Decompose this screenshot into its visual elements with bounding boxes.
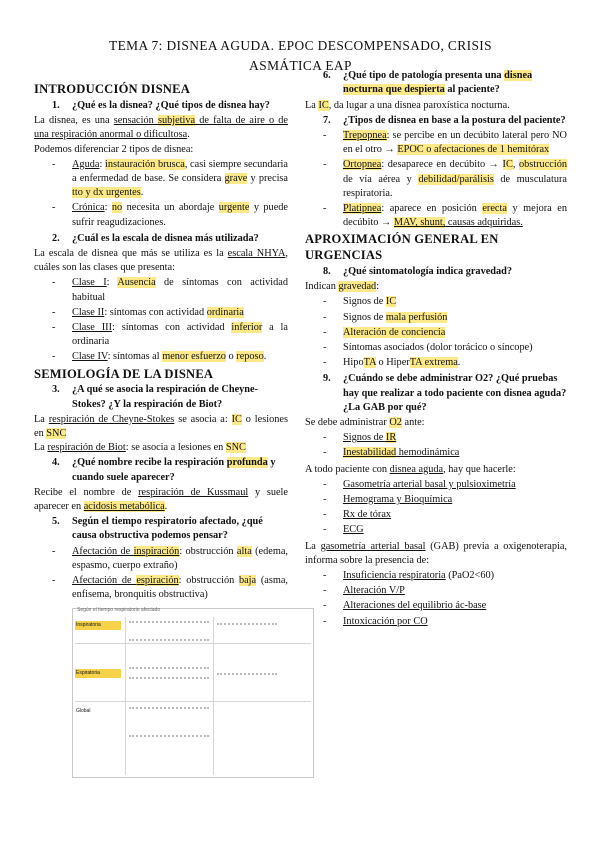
left-column bbox=[34, 80, 288, 778]
list-pruebas bbox=[319, 478, 567, 538]
list-item: - Afectación de inspiración: obstrucción alta (edema, espasmo, cuerpo extraño) bbox=[48, 545, 288, 573]
list-clases bbox=[48, 276, 288, 364]
list-item: - Rx de tórax bbox=[319, 508, 567, 522]
paragraph-kussmaul: Recibe el nombre de respiración de Kussmaul y suele aparecer en acidosis metabólica. bbox=[34, 486, 288, 512]
question-8: 8. ¿Qué sintomatología indica gravedad? bbox=[323, 265, 513, 277]
list-item: - Hemograma y Bioquímica bbox=[319, 493, 567, 507]
figure-row-label: Inspiratoria bbox=[75, 621, 121, 630]
list-item: - Crónica: no necesita un abordaje urgente y puede sufrir reagudizaciones. bbox=[48, 201, 288, 229]
list-item: - Síntomas asociados (dolor torácico o síncope) bbox=[319, 341, 567, 355]
paragraph-cheyne: La respiración de Cheyne-Stokes se asocia a: IC o lesiones en SNC bbox=[34, 413, 288, 439]
list-item: - Alteraciones del equilibrio ác-base bbox=[319, 599, 567, 613]
list-item: - Clase II: síntomas con actividad ordinaria bbox=[48, 306, 288, 320]
list-item: - Insuficiencia respiratoria (PaO2<60) bbox=[319, 569, 567, 583]
list-item: - Aguda: instauración brusca, casi siempre secundaria a enfermedad de base. Se considera grave y precisa tto y dx urgentes. bbox=[48, 158, 288, 201]
question-9: 9. ¿Cuándo se debe administrar O2? ¿Qué pruebas hay que realizar a todo paciente con disnea aguda? ¿La GAB por qué? bbox=[323, 373, 567, 413]
list-item: - Afectación de espiración: obstrucción baja (asma, enfisema, bronquitis obstructiva) bbox=[48, 574, 288, 602]
list-item: - Inestabilidad hemodinámica bbox=[319, 446, 567, 460]
list-item: - HipoTA o HiperTA extrema. bbox=[319, 356, 567, 370]
heading-aproximacion: APROXIMACIÓN GENERAL EN URGENCIAS bbox=[305, 232, 499, 263]
paragraph-definicion: La disnea, es una sensación subjetiva de falta de aire o de una respiración anormal o dificultosa. bbox=[34, 115, 288, 141]
list-item: - Clase I: Ausencia de síntomas con actividad habitual bbox=[48, 276, 288, 304]
paragraph-o2: Se debe administrar O2 ante: bbox=[305, 416, 425, 428]
question-1: 1. ¿Qué es la disnea? ¿Qué tipos de disnea hay? bbox=[52, 99, 270, 111]
list-item: - Signos de IR bbox=[319, 431, 567, 445]
figure-row-label: Espiratoria bbox=[75, 669, 121, 678]
list-item: - Gasometría arterial basal y pulsioximetría bbox=[319, 478, 567, 492]
paragraph-pruebas: A todo paciente con disnea aguda, hay que hacerle: bbox=[305, 463, 516, 475]
list-item: - ECG bbox=[319, 523, 567, 537]
list-item: - Alteración V/P bbox=[319, 584, 567, 598]
list-gab bbox=[319, 569, 567, 629]
list-gravedad bbox=[319, 295, 567, 370]
list-obstruccion bbox=[48, 545, 288, 603]
paragraph-biot: La respiración de Biot: se asocia a lesiones en SNC bbox=[34, 442, 246, 454]
list-item: - Ortopnea: desaparece en decúbito → IC, obstrucción de vía aérea y debilidad/parálisis de musculatura respiratoria. bbox=[319, 158, 567, 201]
question-5: 5. Según el tiempo respiratorio afectado, ¿qué causa obstructiva podemos pensar? bbox=[52, 516, 263, 542]
list-postura bbox=[319, 129, 567, 230]
question-3: 3. ¿A qué se asocia la respiración de Cheyne-Stokes? ¿Y la respiración de Biot? bbox=[52, 384, 259, 410]
list-item: - Alteración de conciencia bbox=[319, 326, 567, 340]
paragraph-gab: La gasometría arterial basal (GAB) previa a oxigenoterapia, informa sobre la presencia de: bbox=[305, 540, 568, 566]
heading-semiologia: SEMIOLOGÍA DE LA DISNEA bbox=[34, 366, 214, 381]
right-column bbox=[305, 68, 567, 778]
figure-caption: Según el tiempo respiratorio afectado bbox=[77, 607, 161, 614]
list-o2 bbox=[319, 431, 567, 460]
paragraph-gravedad: Indican gravedad: bbox=[305, 281, 380, 293]
list-item: - Signos de IC bbox=[319, 295, 567, 309]
question-4: 4. ¿Qué nombre recibe la respiración profunda y cuando suele aparecer? bbox=[52, 457, 276, 483]
list-item: - Clase III: síntomas con actividad inferior a la ordinaria bbox=[48, 321, 288, 349]
paragraph-escala: La escala de disnea que más se utiliza es la escala NHYA, cuáles son las clases que presenta: bbox=[34, 247, 288, 274]
question-6: 6. ¿Qué tipo de patología presenta una disnea nocturna que despierta al paciente? bbox=[323, 70, 533, 96]
title-line-1: TEMA 7: DISNEA AGUDA. EPOC DESCOMPENSADO, CRISIS bbox=[108, 38, 493, 53]
list-item: - Clase IV: síntomas al menor esfuerzo o reposo. bbox=[48, 350, 288, 364]
figure-row-label: Global bbox=[75, 707, 121, 716]
heading-introduccion: INTRODUCCIÓN DISNEA bbox=[34, 82, 190, 97]
question-2: 2. ¿Cuál es la escala de disnea más utilizada? bbox=[52, 232, 259, 244]
paragraph-tipos: Podemos diferenciar 2 tipos de disnea: bbox=[34, 143, 194, 155]
table-image-tiempo-respiratorio bbox=[72, 608, 314, 778]
list-tipos-disnea bbox=[48, 158, 288, 230]
question-7: 7. ¿Tipos de disnea en base a la postura del paciente? bbox=[323, 114, 566, 126]
list-item: - Intoxicación por CO bbox=[319, 615, 567, 629]
list-item: - Platipnea: aparece en posición erecta y mejora en decúbito → MAV, shunt, causas adquiridas. bbox=[319, 202, 567, 230]
list-item: - Signos de mala perfusión bbox=[319, 311, 567, 325]
paragraph-ic: La IC, da lugar a una disnea paroxística nocturna. bbox=[305, 99, 510, 111]
title-line-2: ASMÁTICA EAP bbox=[249, 58, 352, 74]
list-item: - Trepopnea: se percibe en un decúbito lateral pero NO en el otro → EPOC o afectaciones de 1 hemitórax bbox=[319, 129, 567, 157]
